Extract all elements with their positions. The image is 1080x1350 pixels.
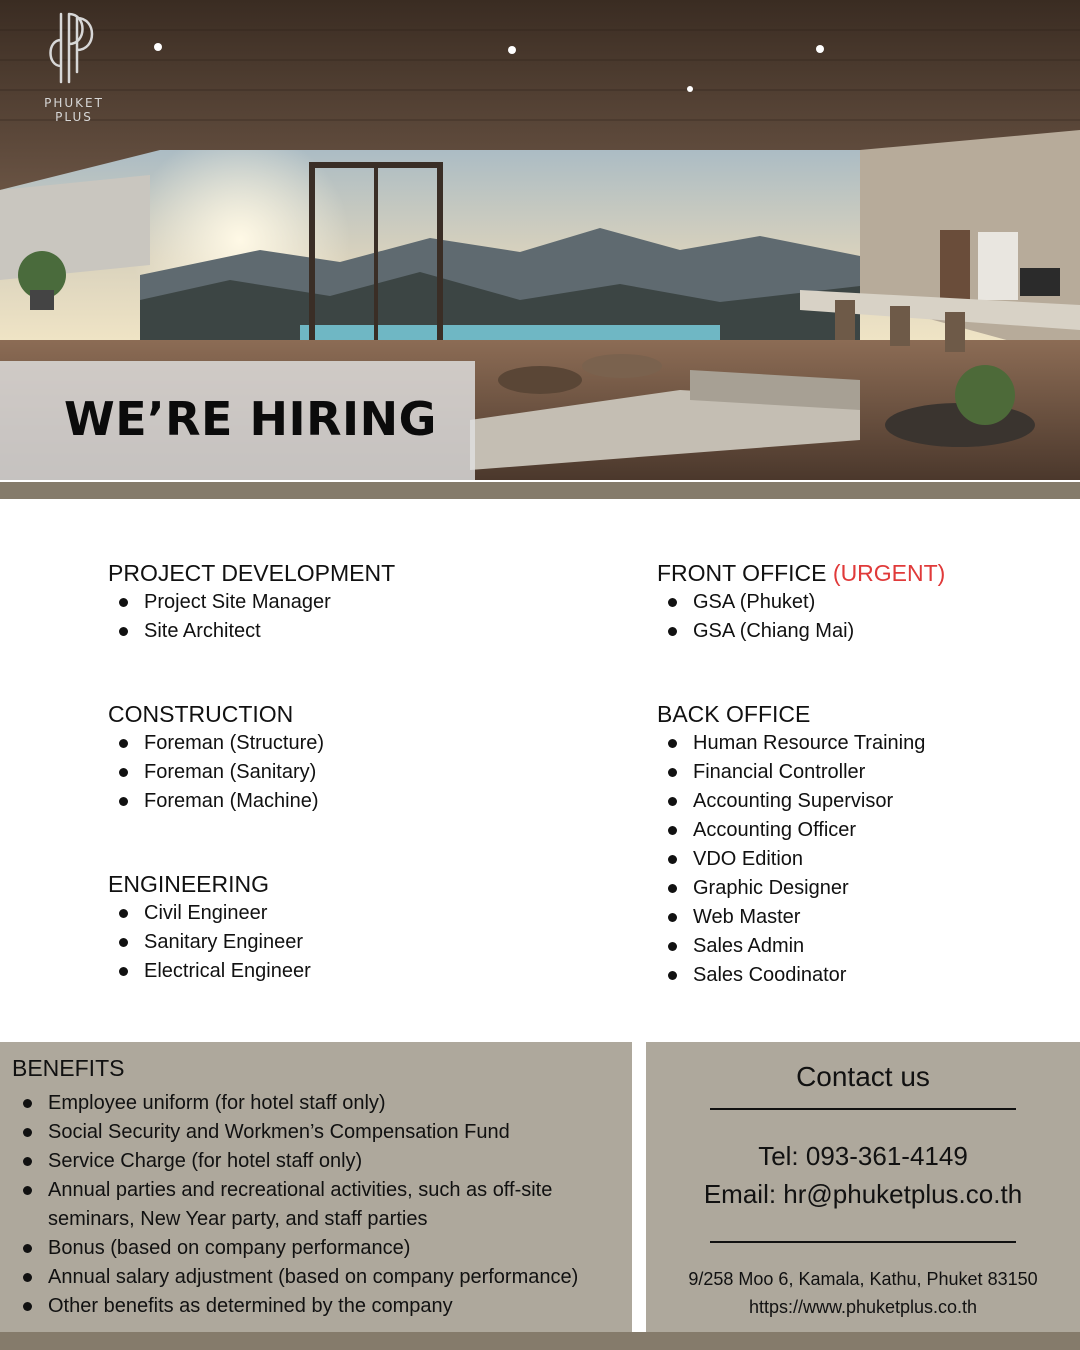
benefits-panel <box>0 1042 632 1332</box>
job-item: Accounting Supervisor <box>657 787 925 816</box>
section-engineering <box>108 870 311 986</box>
benefit-item: Bonus (based on company performance) <box>12 1234 630 1263</box>
job-item: Project Site Manager <box>108 588 395 617</box>
section-construction <box>108 700 324 816</box>
job-list <box>108 899 311 986</box>
website-link[interactable]: https://www.phuketplus.co.th <box>748 1297 978 1317</box>
job-list <box>657 588 945 646</box>
benefit-item: Annual parties and recreational activities, such as off-site seminars, New Year party, and staff parties <box>12 1176 630 1234</box>
logo-line1: PHUKET <box>44 96 104 110</box>
job-item: Site Architect <box>108 617 395 646</box>
section-title-text: FRONT OFFICE <box>657 560 827 586</box>
job-item: GSA (Chiang Mai) <box>657 617 945 646</box>
urgent-tag: (URGENT) <box>832 560 946 586</box>
contact-email[interactable]: Email: hr@phuketplus.co.th <box>703 1179 1023 1209</box>
pp-monogram-logo-icon <box>39 10 109 96</box>
job-list <box>108 729 324 816</box>
job-item: VDO Edition <box>657 845 925 874</box>
divider-line <box>710 1241 1016 1243</box>
section-title: CONSTRUCTION <box>108 701 294 727</box>
job-item: Human Resource Training <box>657 729 925 758</box>
contact-address: 9/258 Moo 6, Kamala, Kathu, Phuket 83150 <box>688 1269 1038 1289</box>
job-item: Financial Controller <box>657 758 925 787</box>
contact-panel <box>646 1042 1080 1332</box>
phuket-plus-logo <box>36 10 112 124</box>
job-item: Sanitary Engineer <box>108 928 311 957</box>
job-item: Foreman (Sanitary) <box>108 758 324 787</box>
job-list <box>657 729 925 990</box>
section-project-development <box>108 559 395 646</box>
job-item: GSA (Phuket) <box>657 588 945 617</box>
hero-banner <box>0 0 1080 480</box>
bottom-divider-strip <box>0 1332 1080 1350</box>
section-title: ENGINEERING <box>108 871 270 897</box>
page-title: WE’RE HIRING <box>64 392 437 446</box>
job-item: Foreman (Machine) <box>108 787 324 816</box>
benefit-item: Employee uniform (for hotel staff only) <box>12 1089 630 1118</box>
job-item: Sales Admin <box>657 932 925 961</box>
benefit-item: Social Security and Workmen’s Compensation Fund <box>12 1118 630 1147</box>
section-title: PROJECT DEVELOPMENT <box>108 560 396 586</box>
job-item: Graphic Designer <box>657 874 925 903</box>
contact-phone[interactable]: Tel: 093-361-4149 <box>758 1141 968 1171</box>
job-item: Civil Engineer <box>108 899 311 928</box>
benefit-item: Annual salary adjustment (based on company performance) <box>12 1263 630 1292</box>
benefits-title: BENEFITS <box>12 1055 125 1081</box>
section-back-office <box>657 700 925 990</box>
job-item: Accounting Officer <box>657 816 925 845</box>
benefits-list <box>12 1089 630 1321</box>
benefit-item: Other benefits as determined by the company <box>12 1292 630 1321</box>
job-item: Electrical Engineer <box>108 957 311 986</box>
benefit-item: Service Charge (for hotel staff only) <box>12 1147 630 1176</box>
logo-line2: PLUS <box>55 110 93 124</box>
contact-title: Contact us <box>796 1061 930 1092</box>
divider-line <box>710 1108 1016 1110</box>
section-front-office <box>657 559 945 646</box>
job-item: Sales Coodinator <box>657 961 925 990</box>
job-item: Foreman (Structure) <box>108 729 324 758</box>
section-title: BACK OFFICE <box>657 701 811 727</box>
top-divider-strip <box>0 482 1080 499</box>
section-title <box>657 559 945 587</box>
job-item: Web Master <box>657 903 925 932</box>
job-list <box>108 588 395 646</box>
